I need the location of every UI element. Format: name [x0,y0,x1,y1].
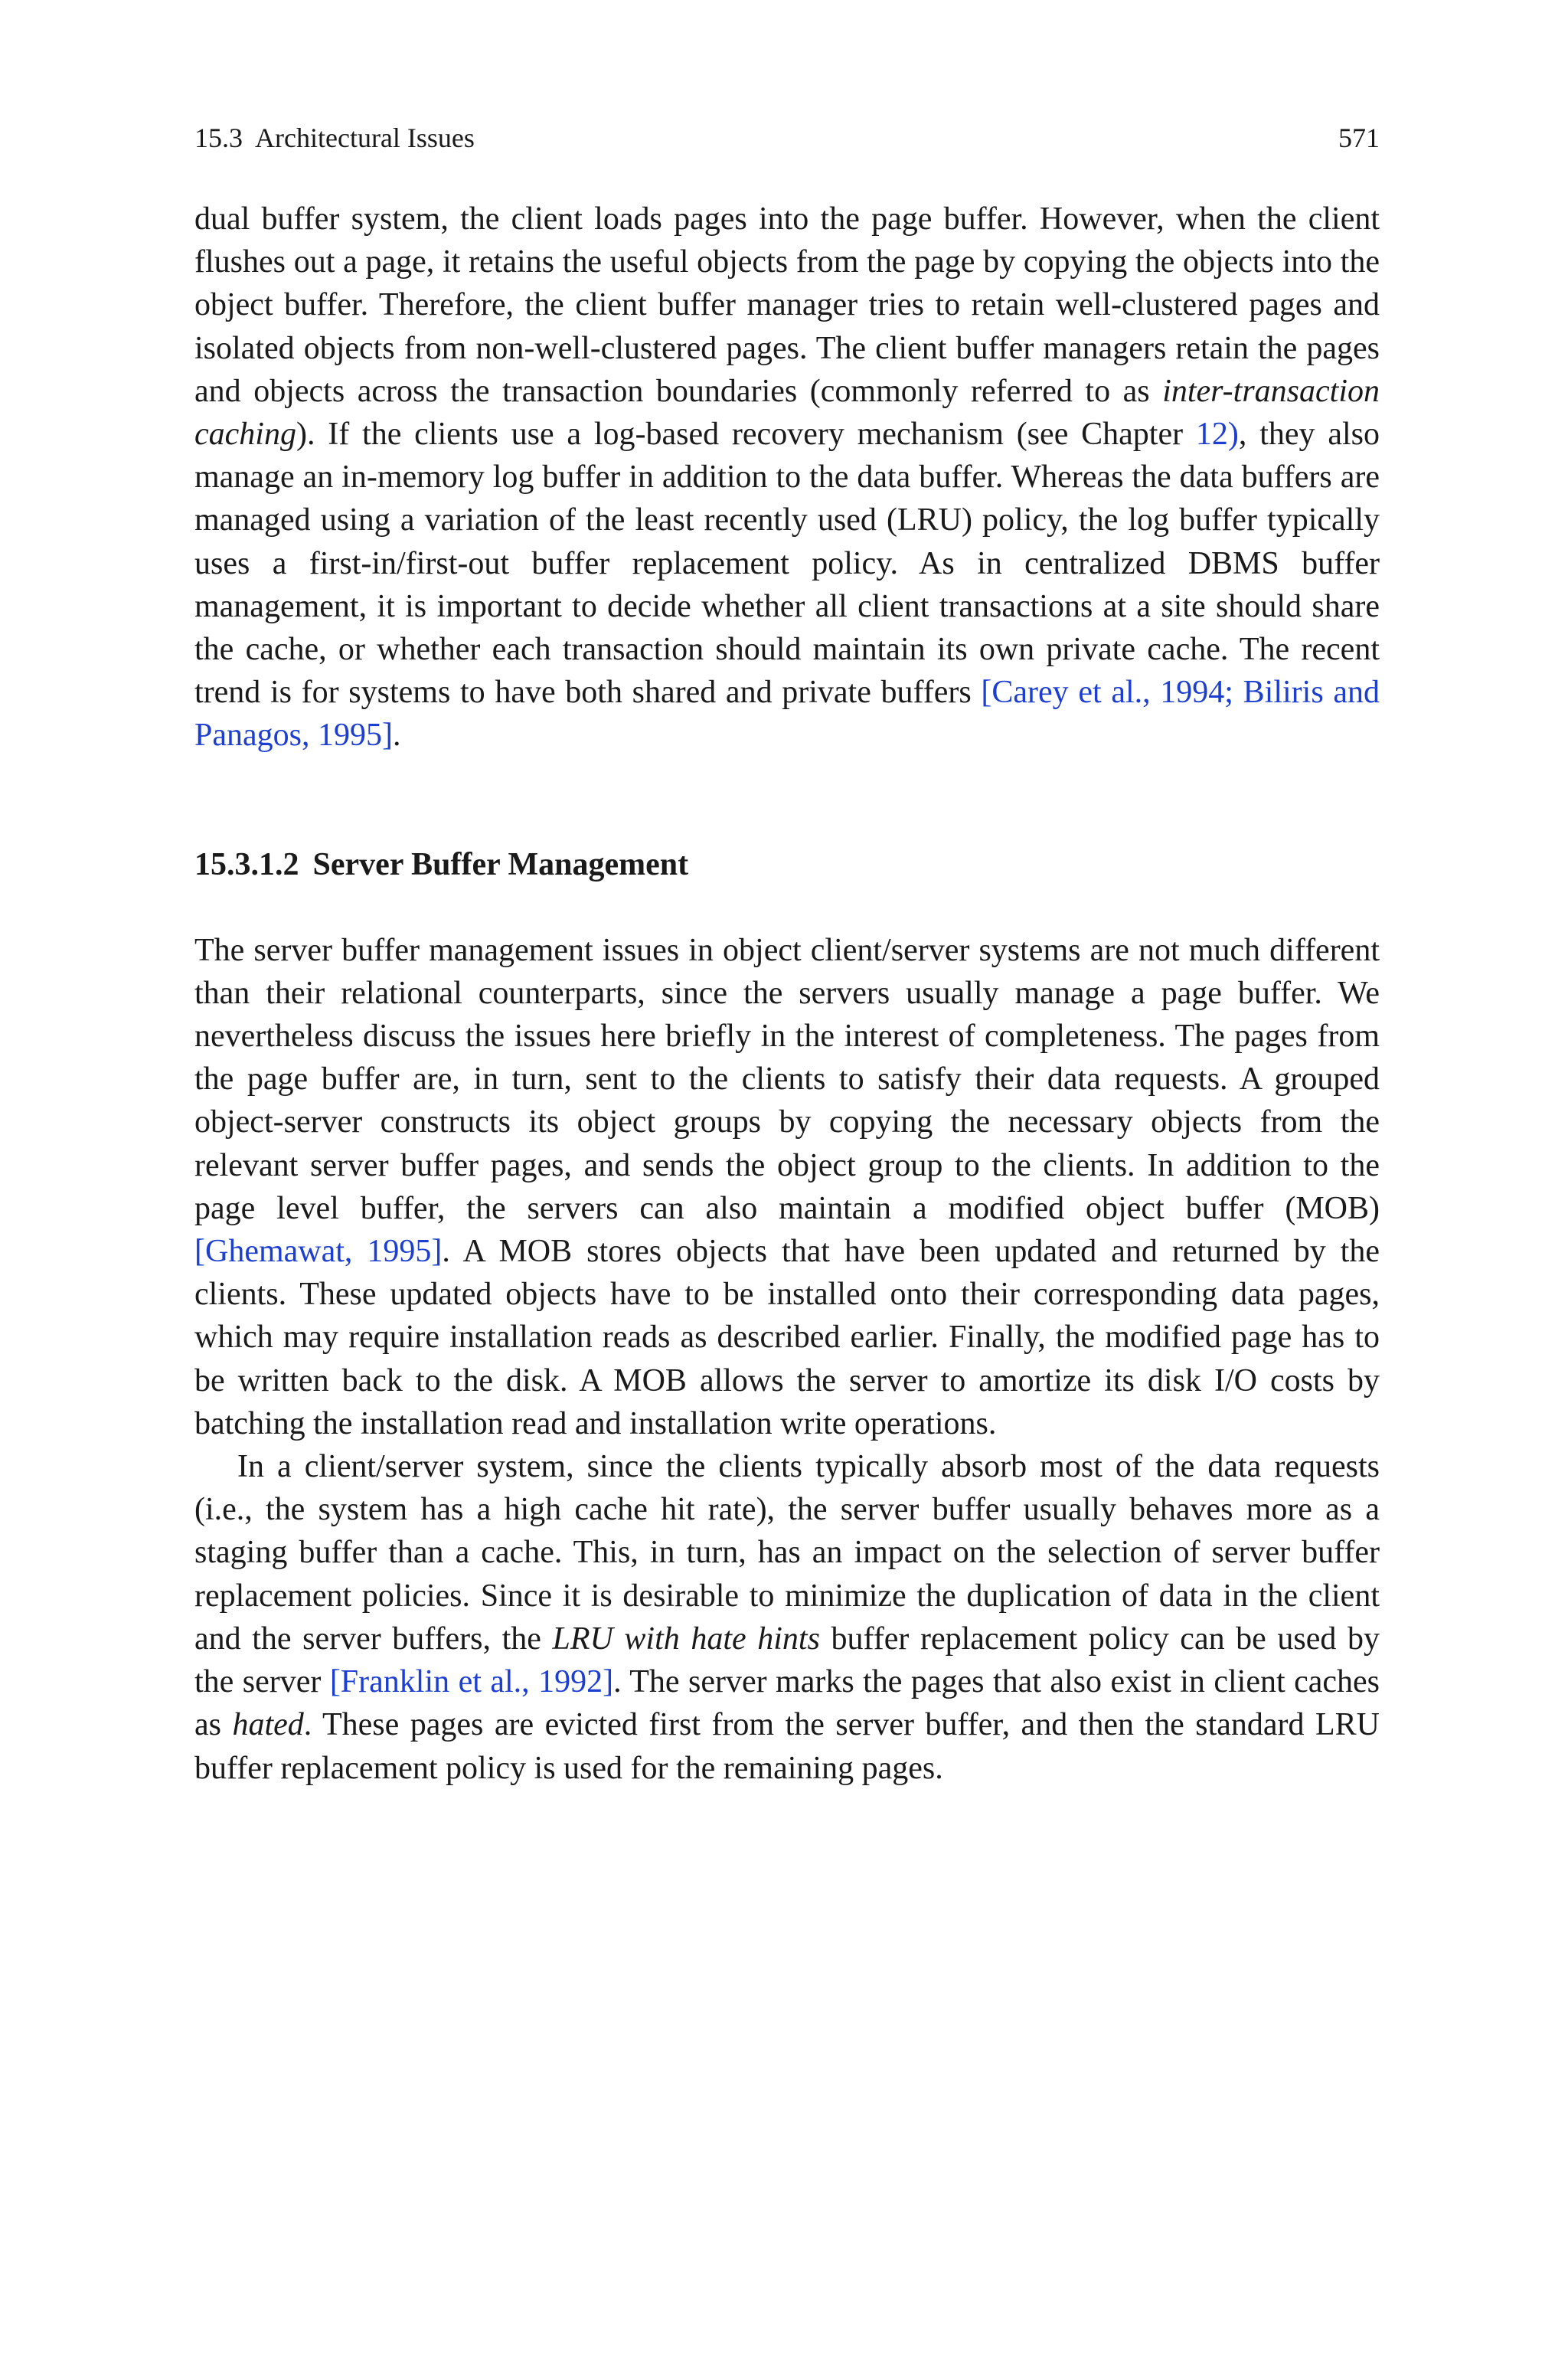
para1-text-3: , they also manage an in-memory log buffer in addition to the data buffer. Whereas the data buffers are managed using a variation of the least recently used (LRU) policy, the log buffer typically uses a first-in/first-out buffer replacement policy. As in centralized DBMS buffer management, it is important to decide whether all client transactions at a site should share the cache, or whether each transaction should maintain its own private cache. The recent trend is for systems to have both shared and private buffers [194,417,1380,711]
citation-ghemawat-link[interactable]: [Ghemawat, 1995] [194,1234,443,1270]
page-number: 571 [1338,123,1380,153]
para3-text-3: . The server marks the pages that also exist in client caches as [194,1664,1380,1743]
para1-text-1: dual buffer system, the client loads pages into the page buffer. However, when the client flushes out a page, it retains the useful objects from the page by copying the objects into the object buffer. Therefore, the client buffer manager tries to retain well-clustered pages and isolated objects from non-well-clustered pages. The client buffer managers retain the pages and objects across the transaction boundaries (commonly referred to as [194,201,1380,409]
para3-text-2: buffer replacement policy can be used by the server [194,1621,1380,1700]
para1-text-4: . [392,718,401,754]
para1-term-inter-transaction-caching: inter-transaction caching [194,373,1380,453]
running-head [194,121,1380,155]
para3-term-lru-hate-hints: LRU with hate hints [552,1621,820,1657]
page [194,121,1380,1790]
chapter-12-link[interactable]: 12) [1195,417,1239,453]
para3-term-hated: hated [232,1707,304,1743]
paragraph-server-buffer [194,929,1380,1445]
running-head-section: 15.3 Architectural Issues [194,123,475,153]
para1-text-2: ). If the clients use a log-based recovery mechanism (see Chapter [296,417,1196,453]
para2-text-1: The server buffer management issues in object client/server systems are not much different than their relational counterparts, since the servers usually manage a page buffer. We nevertheless discuss the issues here briefly in the interest of completeness. The pages from the page buffer are, in turn, sent to the clients to satisfy their data requests. A grouped object-server constructs its object groups by copying the necessary objects from the relevant server buffer pages, and sends the object group to the clients. In addition to the page level buffer, the servers can also maintain a modified object buffer (MOB) [194,932,1380,1226]
section-number: 15.3.1.2 [194,846,299,882]
para3-text-1: In a client/server system, since the clients typically absorb most of the data requests (i.e., the system has a high cache hit rate), the server buffer usually behaves more as a staging buffer than a cache. This, in turn, has an impact on the selection of server buffer replacement policies. Since it is desirable to minimize the duplication of data in the client and the server buffers, the [194,1449,1380,1657]
citation-carey-biliris-link[interactable]: [Carey et al., 1994; Biliris and Panagos, 1995] [194,675,1380,754]
paragraph-client-buffer [194,198,1380,757]
para2-text-2: . A MOB stores objects that have been updated and returned by the clients. These updated objects have to be installed onto their corresponding data pages, which may require installation reads as described earlier. Finally, the modified page has to be written back to the disk. A MOB allows the server to amortize its disk I/O costs by batching the installation read and installation write operations. [194,1234,1380,1441]
para3-text-4: . These pages are evicted first from the server buffer, and then the standard LRU buffer replacement policy is used for the remaining pages. [194,1707,1380,1786]
section-heading [194,843,1380,886]
section-title: Server Buffer Management [312,846,689,882]
citation-franklin-link[interactable]: [Franklin et al., 1992] [329,1664,614,1700]
paragraph-staging-buffer [194,1445,1380,1790]
